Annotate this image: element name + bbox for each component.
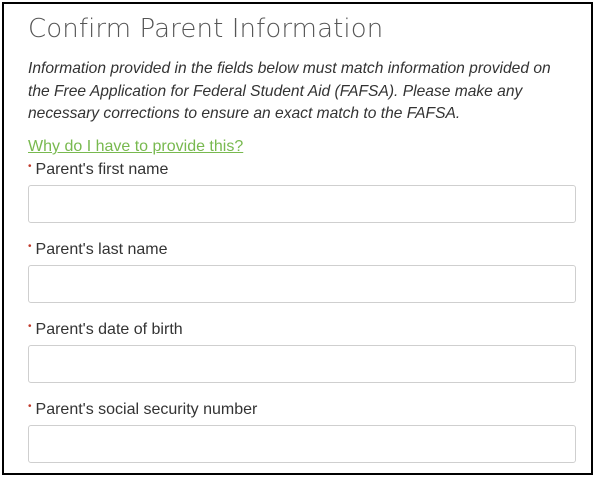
ssn-input[interactable] <box>28 425 576 463</box>
dob-label-text: Parent's date of birth <box>35 321 183 338</box>
first-name-input[interactable] <box>28 185 576 223</box>
why-provide-link[interactable]: Why do I have to provide this? <box>28 138 244 155</box>
required-marker: • <box>28 401 32 412</box>
required-marker: • <box>28 241 32 252</box>
last-name-label <box>28 241 168 259</box>
first-name-label <box>28 161 168 179</box>
ssn-label <box>28 401 257 419</box>
last-name-label-text: Parent's last name <box>35 241 168 258</box>
dob-label <box>28 321 183 339</box>
intro-text: Information provided in the fields below must match information provided on the Free Application for Federal Student Aid (FAFSA). Please make any necessary corrections to ensure an exact match to the FAFSA. <box>28 60 551 122</box>
ssn-label-text: Parent's social security number <box>35 401 258 418</box>
required-marker: • <box>28 321 32 332</box>
required-marker: • <box>28 161 32 172</box>
dob-input[interactable] <box>28 345 576 383</box>
form-panel <box>2 2 593 475</box>
first-name-label-text: Parent's first name <box>35 161 169 178</box>
page-title: Confirm Parent Information <box>28 14 384 44</box>
last-name-input[interactable] <box>28 265 576 303</box>
